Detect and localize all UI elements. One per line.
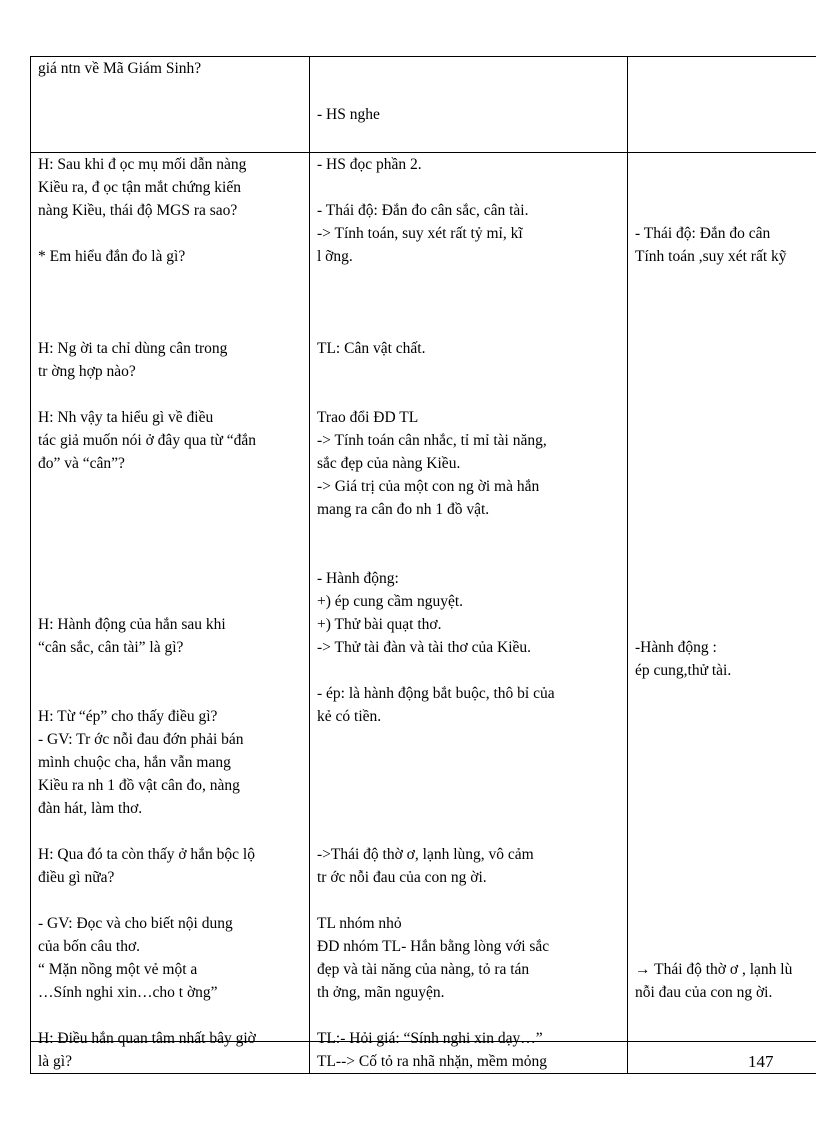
text-line: đẹp và tài năng của nàng, tỏ ra tán: [317, 961, 530, 978]
text-line: [38, 889, 302, 912]
text-line: [317, 383, 620, 406]
teacher-activity-cell: [31, 153, 310, 1074]
text-line: [317, 797, 620, 820]
text-line: Kiều ra, đ ọc tận mắt chứng kiến: [38, 179, 241, 196]
text-line: [635, 866, 811, 889]
text-line: tác giả muốn nói ở đây qua từ “đắn: [38, 432, 257, 449]
text-line: [635, 475, 811, 498]
student-activity-cell: [310, 57, 628, 153]
text-line: ->Thái độ thờ ơ, lạnh lùng, vô cảm: [317, 846, 534, 863]
text-line: [38, 544, 302, 567]
text-line: mình chuộc cha, hắn vẫn mang: [38, 754, 231, 771]
text-line: [38, 475, 302, 498]
content-notes-cell: [628, 57, 816, 153]
text-line: - HS nghe: [317, 106, 380, 123]
text-line: [635, 797, 811, 820]
text-line: “ Mặn nồng một vẻ một a: [38, 961, 198, 978]
text-line: [317, 728, 620, 751]
table-row: [31, 153, 816, 1074]
text-line: - HS đọc phần 2.: [317, 156, 422, 173]
text-line: [317, 291, 620, 314]
text-line: sắc đẹp của nàng Kiều.: [317, 455, 461, 472]
text-line: [635, 774, 811, 797]
text-line: - GV: Đọc và cho biết nội dung: [38, 915, 233, 932]
teacher-activity-cell: [31, 57, 310, 153]
text-line: [635, 268, 811, 291]
text-line: “cân sắc, cân tài” là gì?: [38, 639, 184, 656]
text-line: [635, 590, 811, 613]
text-line: [635, 682, 811, 705]
text-line: [38, 659, 302, 682]
text-line: [38, 383, 302, 406]
text-line: [635, 452, 811, 475]
text-line: [635, 889, 811, 912]
text-line: -Hành động :: [635, 639, 717, 656]
text-line: -> Tính toán cân nhắc, tỉ mỉ tài năng,: [317, 432, 547, 449]
text-line: …Sính nghi xin…cho t ờng”: [38, 984, 218, 1001]
text-line: H: Hành động của hắn sau khi: [38, 616, 226, 633]
text-line: [635, 1050, 811, 1073]
text-line: [38, 1004, 302, 1027]
text-line: mang ra cân đo nh 1 đồ vật.: [317, 501, 490, 518]
text-line: [317, 751, 620, 774]
text-line: [635, 567, 811, 590]
text-line: [635, 912, 811, 935]
text-line: - Hành động:: [317, 570, 399, 587]
text-line: [635, 935, 811, 958]
text-line: [38, 498, 302, 521]
text-line: [317, 80, 620, 103]
text-line: -> Tính toán, suy xét rất tỷ mỉ, kĩ: [317, 225, 523, 242]
text-line: nỗi đau của con ng ời.: [635, 984, 773, 1001]
text-line: - Thái độ: Đắn đo cân: [635, 225, 771, 242]
text-line: [38, 268, 302, 291]
text-line: [635, 337, 811, 360]
text-line: [317, 544, 620, 567]
text-line: * Em hiểu đắn đo là gì?: [38, 248, 186, 265]
text-line: [635, 521, 811, 544]
text-line: ép cung,thử tài.: [635, 662, 732, 679]
text-line: [317, 659, 620, 682]
text-line: [38, 291, 302, 314]
text-line: [317, 268, 620, 291]
text-line: [317, 820, 620, 843]
text-line: Trao đổi ĐD TL: [317, 409, 419, 426]
text-line: tr ờng hợp nào?: [38, 363, 136, 380]
text-line: đo” và “cân”?: [38, 455, 125, 472]
text-line: [38, 590, 302, 613]
text-line: [38, 222, 302, 245]
text-line: [317, 360, 620, 383]
text-line: H: Từ “ép” cho thấy điều gì?: [38, 708, 218, 725]
text-line: TL: Cân vật chất.: [317, 340, 426, 357]
text-line: [635, 613, 811, 636]
text-line: [635, 176, 811, 199]
text-line: [635, 728, 811, 751]
text-line: [38, 567, 302, 590]
text-line: giá ntn về Mã Giám Sinh?: [38, 60, 202, 77]
text-line: [635, 429, 811, 452]
text-line: [635, 544, 811, 567]
text-line: [317, 889, 620, 912]
text-line: H: Nh vậy ta hiểu gì về điều: [38, 409, 214, 426]
text-line: [635, 705, 811, 728]
text-line: [635, 406, 811, 429]
text-line: - ép: là hành động bắt buộc, thô bỉ của: [317, 685, 555, 702]
text-line: là gì?: [38, 1053, 72, 1070]
text-line: [317, 774, 620, 797]
text-line: [635, 498, 811, 521]
text-line: Kiều ra nh 1 đồ vật cân đo, nàng: [38, 777, 240, 794]
text-line: điều gì nữa?: [38, 869, 115, 886]
text-line: [38, 314, 302, 337]
text-line: [635, 383, 811, 406]
text-line: [317, 176, 620, 199]
text-line: [635, 1004, 811, 1027]
text-line: H: Ng ời ta chỉ dùng cân trong: [38, 340, 228, 357]
text-line: Tính toán ,suy xét rất kỹ: [635, 248, 787, 265]
text-line: [635, 843, 811, 866]
text-line: tr ớc nỗi đau của con ng ời.: [317, 869, 487, 886]
text-line: đàn hát, làm thơ.: [38, 800, 143, 817]
text-line: [635, 153, 811, 176]
text-line: th ởng, mãn nguyện.: [317, 984, 445, 1001]
text-line: TL nhóm nhỏ: [317, 915, 402, 932]
text-line: nàng Kiều, thái độ MGS ra sao?: [38, 202, 238, 219]
text-line: - GV: Tr ớc nỗi đau đớn phải bán: [38, 731, 244, 748]
text-line: [317, 314, 620, 337]
text-line: [38, 682, 302, 705]
text-line: của bốn câu thơ.: [38, 938, 141, 955]
text-line: [635, 751, 811, 774]
student-activity-cell: [310, 153, 628, 1074]
text-line: -> Thử tài đàn và tài thơ của Kiều.: [317, 639, 532, 656]
text-line: l ỡng.: [317, 248, 353, 265]
text-line: [317, 1004, 620, 1027]
text-line: [635, 1027, 811, 1050]
text-line: [635, 360, 811, 383]
text-line: [38, 521, 302, 544]
text-line: → Thái độ thờ ơ , lạnh lù: [635, 961, 793, 978]
text-line: H: Qua đó ta còn thấy ở hắn bộc lộ: [38, 846, 255, 863]
text-line: [635, 820, 811, 843]
text-line: +) Thử bài quạt thơ.: [317, 616, 442, 633]
text-line: kẻ có tiền.: [317, 708, 382, 725]
text-line: [317, 521, 620, 544]
text-line: TL--> Cố tỏ ra nhã nhặn, mềm mỏng: [317, 1053, 547, 1070]
text-line: [317, 57, 620, 80]
text-line: [38, 820, 302, 843]
lesson-table: [30, 56, 816, 1074]
page-number: 147: [748, 1052, 774, 1071]
text-line: H: Sau khi đ ọc mụ mối dẫn nàng: [38, 156, 247, 173]
text-line: TL:- Hỏi giá: “Sính nghi xin dạy…”: [317, 1030, 543, 1047]
text-line: [635, 199, 811, 222]
content-notes-cell: [628, 153, 816, 1074]
text-line: -> Giá trị của một con ng ời mà hắn: [317, 478, 540, 495]
text-line: - Thái độ: Đắn đo cân sắc, cân tài.: [317, 202, 529, 219]
table-row: [31, 57, 816, 153]
text-line: [635, 314, 811, 337]
text-line: [635, 291, 811, 314]
text-line: H: Điều hắn quan tâm nhất bây giờ: [38, 1030, 256, 1047]
text-line: ĐD nhóm TL- Hắn bằng lòng với sắc: [317, 938, 550, 955]
text-line: +) ép cung cầm nguyệt.: [317, 593, 464, 610]
